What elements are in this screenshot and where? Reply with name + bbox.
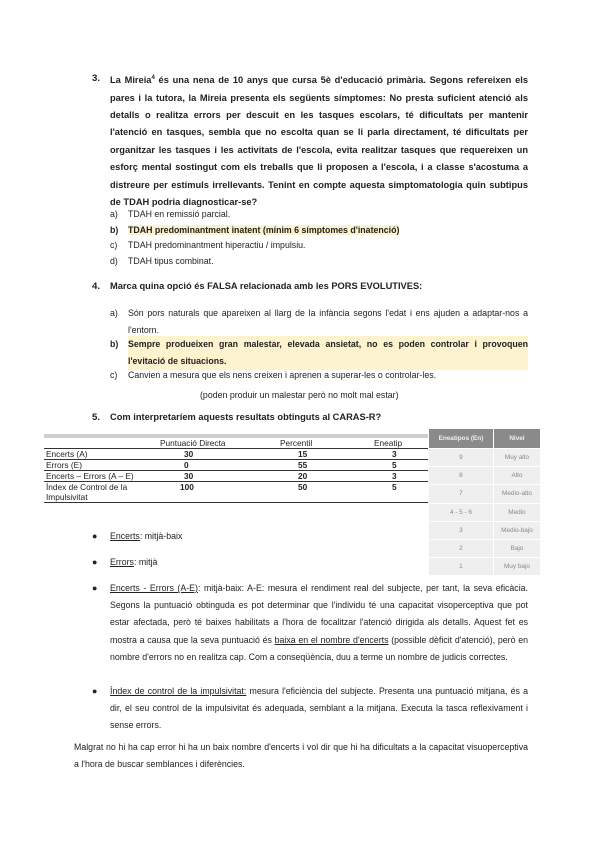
q3-option-d[interactable]: d) TDAH tipus combinat.: [110, 256, 214, 266]
caras-header-empty: [44, 438, 150, 449]
table-row: 9 Muy alto: [429, 449, 541, 467]
question-5-number: 5.: [92, 412, 101, 423]
bullet-icon: ●: [92, 531, 98, 541]
caras-results-table: [44, 434, 446, 503]
question-3-text: La Mireia$^4$ és una nena de 10 anys que cursa 5è d'educació primària. Segons refereixen els pares i la tutora, la Mireia presenta els següents símptomes: No presta suficient atenció als detalls o realitza errors per descuit en les tasques escolars, té dificultats per mantenir l'atenció en tasques, sembla que no escolta quan se li parla directament, té dificultats per organitzar les tasques i les activitats de l'escola, evita realitzar tasques que requereixen un esforç mental sostingut com els treballs que li proposen a l'escola, i a classe s'acostuma a distreure per estímuls irrellevants. Tenint en compte aquesta simptomatologia quin subtipus de TDAH podria diagnosticar-se?: [110, 75, 528, 207]
table-row: 1 Muy bajo: [429, 558, 541, 576]
q4-option-b-correct[interactable]: b) Sempre produeixen gran malestar, elevada ansietat, no es poden controlar i provoquen l'evitació de situacions.: [110, 336, 528, 370]
table-row: 8 Alto: [429, 467, 541, 485]
question-4-text: Marca quina opció és FALSA relacionada amb les PORS EVOLUTIVES:: [110, 281, 423, 291]
question-5-text: Com interpretaríem aquests resultats obtinguts al CARAS-R?: [110, 412, 382, 422]
bullet-icon: ●: [92, 557, 98, 567]
q4-option-a[interactable]: a) Són pors naturals que apareixen al llarg de la infància segons l'edat i ens ajuden a adaptar-nos a l'entorn.: [110, 308, 528, 335]
table-row: Errors (E) 0 55 5: [44, 460, 446, 471]
caras-header-pd: Puntuació Directa: [150, 438, 256, 449]
q4-option-c[interactable]: c) Canvien a mesura que els nens creixen i aprenen a superar-les o controlar-les.: [110, 370, 437, 380]
table-row: 4 - 5 - 6 Medio: [429, 503, 541, 521]
question-4-number: 4.: [92, 281, 101, 292]
levels-header-nivel: Nivel: [493, 429, 540, 449]
bullet-encerts: Encerts: mitjà-baix: [110, 531, 183, 541]
caras-header-eneatip: Eneatip: [354, 438, 446, 449]
q3-option-b-correct[interactable]: b) TDAH predominantment inatent (mínim 6 símptomes d'inatenció): [110, 225, 400, 235]
bullet-icon: ●: [92, 583, 98, 593]
bullet-icon: ●: [92, 686, 98, 696]
q4-note: (poden produir un malestar però no molt mal estar): [200, 390, 399, 400]
table-row: Índex de Control de la Impulsivitat 100 50 5: [44, 482, 446, 503]
levels-header-eneatipos: Eneatipos (En): [429, 429, 494, 449]
table-row: 2 Bajo: [429, 539, 541, 557]
caras-header-percentil: Percentil: [256, 438, 354, 449]
question-3-number: 3.: [92, 73, 101, 84]
q3-option-c[interactable]: c) TDAH predominantment hiperactiu / impulsiu.: [110, 240, 306, 250]
table-row: 7 Medio-alto: [429, 485, 541, 503]
bullet-impulsivitat: Índex de control de la impulsivitat: mesura l'eficiència del subjecte. Presenta una puntuació mitjana, és a dir, el seu control de la impulsivitat és adequada, semblant a la mitjana. Executa la tasca reflexivament i sense errors.: [110, 686, 528, 731]
table-row: Encerts – Errors (A – E) 30 20 3: [44, 471, 446, 482]
bullet-encerts-errors: Encerts - Errors (A-E): mitjà-baix: A-E: mesura el rendiment real del subjecte, per tant, la seva eficàcia. Segons la puntuació obtinguda es pot determinar que l'individu té una capacitat visoperceptiva que pot estar afectada, però té baixes habilitats a l'hora de focalitzar l'atenció dirigida als detalls. Aquest fet es mostra a causa que la seva puntuació és baixa en el nombre d'encerts (possible dèficit d'atenció), però en nombre d'errors no en realitza cap. Com a conseqüència, duu a terme un nombre de judicis correctes.: [110, 583, 529, 662]
table-row: 3 Medio-bajo: [429, 521, 541, 539]
bullet-errors: Errors: mitjà: [110, 557, 158, 567]
q3-option-a[interactable]: a) TDAH en remissió parcial.: [110, 209, 231, 219]
table-row: Encerts (A) 30 15 3: [44, 449, 446, 460]
conclusion-paragraph: Malgrat no hi ha cap error hi ha un baix nombre d'encerts i vol dir que hi ha dificultats a la capacitat visuoperceptiva a l'hora de buscar semblances i diferències.: [74, 742, 528, 770]
